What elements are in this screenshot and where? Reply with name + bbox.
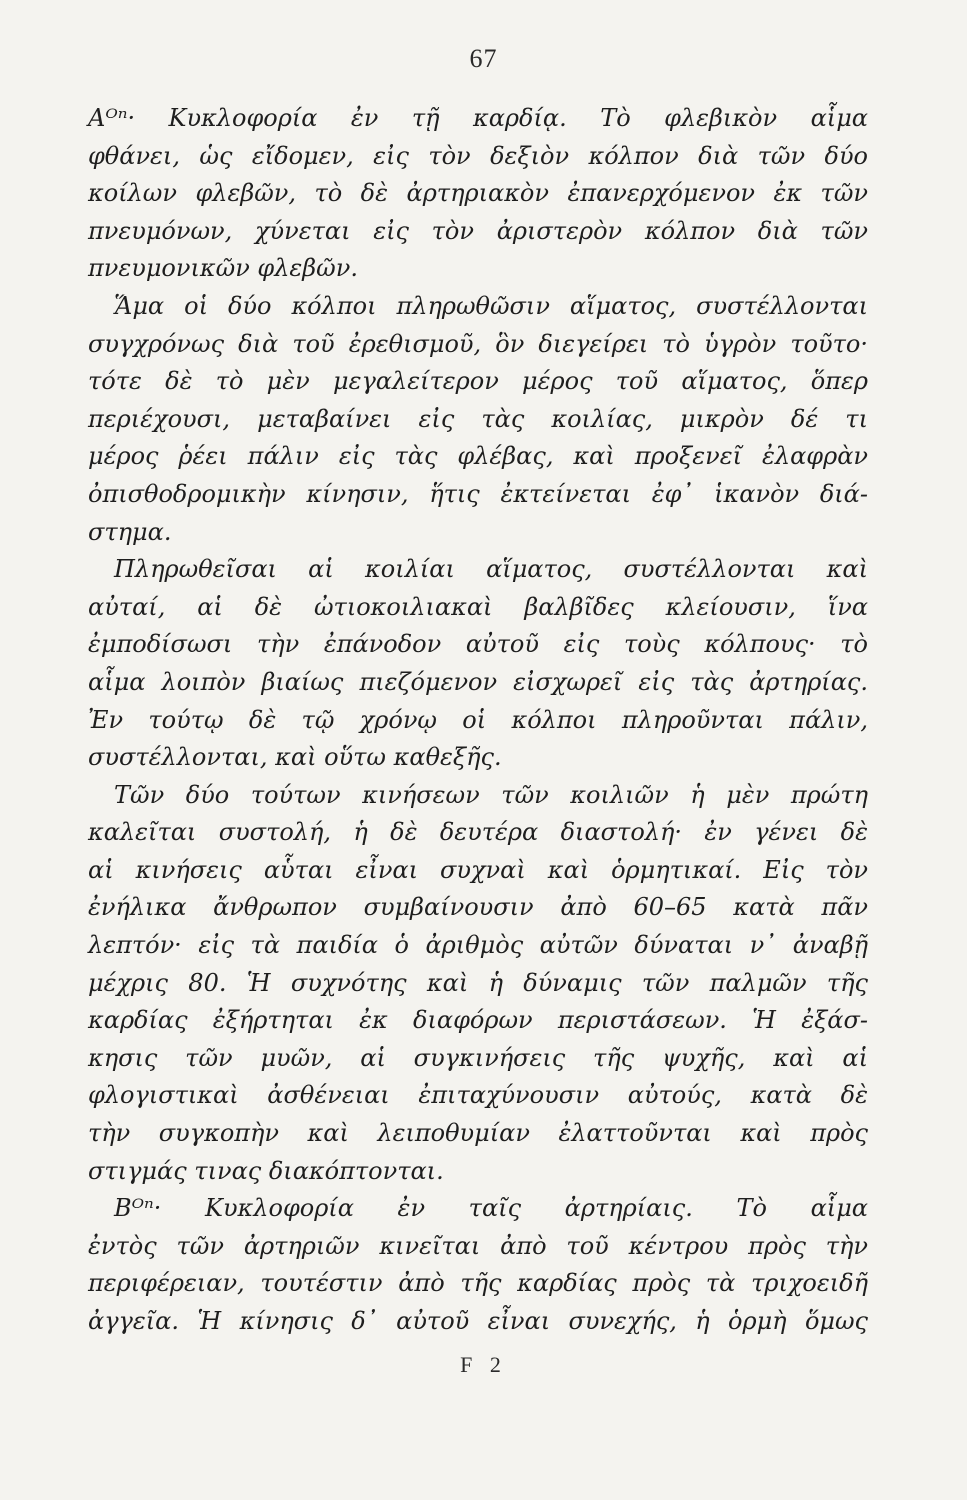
printer-signature-mark: F 2: [460, 1352, 507, 1377]
text-line: αὐταί, αἱ δὲ ὠτιοκοιλιακαὶ βαλβῖδες κλείουσιν, ἵνα: [88, 592, 868, 621]
text-line: αἷμα λοιπὸν βιαίως πιεζόμενον εἰσχωρεῖ εἰς τὰς ἀρτηρίας.: [88, 667, 868, 696]
text-line: συστέλλονται, καὶ οὕτω καθεξῆς.: [88, 743, 502, 772]
text-line: καλεῖται συστολή, ἡ δὲ δευτέρα διαστολή· ἐν γένει δὲ: [88, 818, 868, 847]
text-line: ὀπισθοδρομικὴν κίνησιν, ἥτις ἐκτείνεται ἐφ᾽ ἱκανὸν διά-: [88, 479, 868, 508]
text-line: τότε δὲ τὸ μὲν μεγαλείτερον μέρος τοῦ αἵματος, ὅπερ: [88, 367, 868, 396]
text-line: λεπτόν· εἰς τὰ παιδία ὁ ἀριθμὸς αὐτῶν δύναται ν᾽ ἀναβῇ: [88, 931, 868, 960]
text-line: ἐμποδίσωσι τὴν ἐπάνοδον αὐτοῦ εἰς τοὺς κόλπους· τὸ: [88, 630, 868, 659]
text-line: περιέχουσι, μεταβαίνει εἰς τὰς κοιλίας, μικρὸν δέ τι: [88, 404, 868, 433]
text-line: αἱ κινήσεις αὗται εἶναι συχναὶ καὶ ὁρμητικαί. Εἰς τὸν: [88, 855, 868, 884]
text-line: μέρος ῥέει πάλιν εἰς τὰς φλέβας, καὶ προξενεῖ ἐλαφρὰν: [88, 442, 868, 471]
text-line: Τῶν δύο τούτων κινήσεων τῶν κοιλιῶν ἡ μὲν πρώτη: [114, 780, 868, 809]
text-line: στημα.: [88, 517, 172, 546]
body-text: [88, 100, 868, 1341]
text-line: Πληρωθεῖσαι αἱ κοιλίαι αἵματος, συστέλλονται καὶ: [114, 555, 868, 584]
page-number: 67: [469, 44, 498, 73]
text-line: ἐντὸς τῶν ἀρτηριῶν κινεῖται ἀπὸ τοῦ κέντρου πρὸς τὴν: [88, 1231, 868, 1260]
text-line: στιγμάς τινας διακόπτονται.: [88, 1156, 444, 1185]
text-line: μέχρις 80. Ἡ συχνότης καὶ ἡ δύναμις τῶν παλμῶν τῆς: [88, 968, 868, 997]
text-line: Ἅμα οἱ δύο κόλποι πληρωθῶσιν αἵματος, συστέλλονται: [114, 291, 868, 320]
text-line: Αᴼⁿ· Κυκλοφορία ἐν τῇ καρδίᾳ. Τὸ φλεβικὸν αἷμα: [88, 104, 868, 132]
text-line: κοίλων φλεβῶν, τὸ δὲ ἀρτηριακὸν ἐπανερχόμενον ἐκ τῶν: [88, 179, 868, 208]
text-line: φλογιστικαὶ ἀσθένειαι ἐπιταχύνουσιν αὐτούς, κατὰ δὲ: [88, 1081, 868, 1110]
text-line: πνευμονικῶν φλεβῶν.: [88, 254, 358, 283]
text-line: τὴν συγκοπὴν καὶ λειποθυμίαν ἐλαττοῦνται καὶ πρὸς: [88, 1119, 868, 1148]
text-line: Ἐν τούτῳ δὲ τῷ χρόνῳ οἱ κόλποι πληροῦνται πάλιν,: [88, 705, 868, 734]
text-line: καρδίας ἐξήρτηται ἐκ διαφόρων περιστάσεων. Ἡ ἐξάσ-: [88, 1006, 868, 1035]
text-line: φθάνει, ὡς εἴδομεν, εἰς τὸν δεξιὸν κόλπον διὰ τῶν δύο: [88, 141, 868, 170]
text-line: κησις τῶν μυῶν, αἱ συγκινήσεις τῆς ψυχῆς, καὶ αἱ: [88, 1043, 868, 1072]
text-line: πνευμόνων, χύνεται εἰς τὸν ἀριστερὸν κόλπον διὰ τῶν: [88, 216, 868, 245]
text-line: περιφέρειαν, τουτέστιν ἀπὸ τῆς καρδίας πρὸς τὰ τριχοειδῆ: [88, 1269, 868, 1298]
text-line: ἀγγεῖα. Ἡ κίνησις δ᾽ αὐτοῦ εἶναι συνεχής, ἡ ὁρμὴ ὅμως: [88, 1307, 868, 1335]
text-line: Βᴼⁿ· Κυκλοφορία ἐν ταῖς ἀρτηρίαις. Τὸ αἷμα: [114, 1194, 868, 1223]
text-line: συγχρόνως διὰ τοῦ ἐρεθισμοῦ, ὃν διεγείρει τὸ ὑγρὸν τοῦτο·: [88, 329, 868, 358]
text-line: ἐνήλικα ἄνθρωπον συμβαίνουσιν ἀπὸ 60–65 κατὰ πᾶν: [88, 893, 868, 922]
